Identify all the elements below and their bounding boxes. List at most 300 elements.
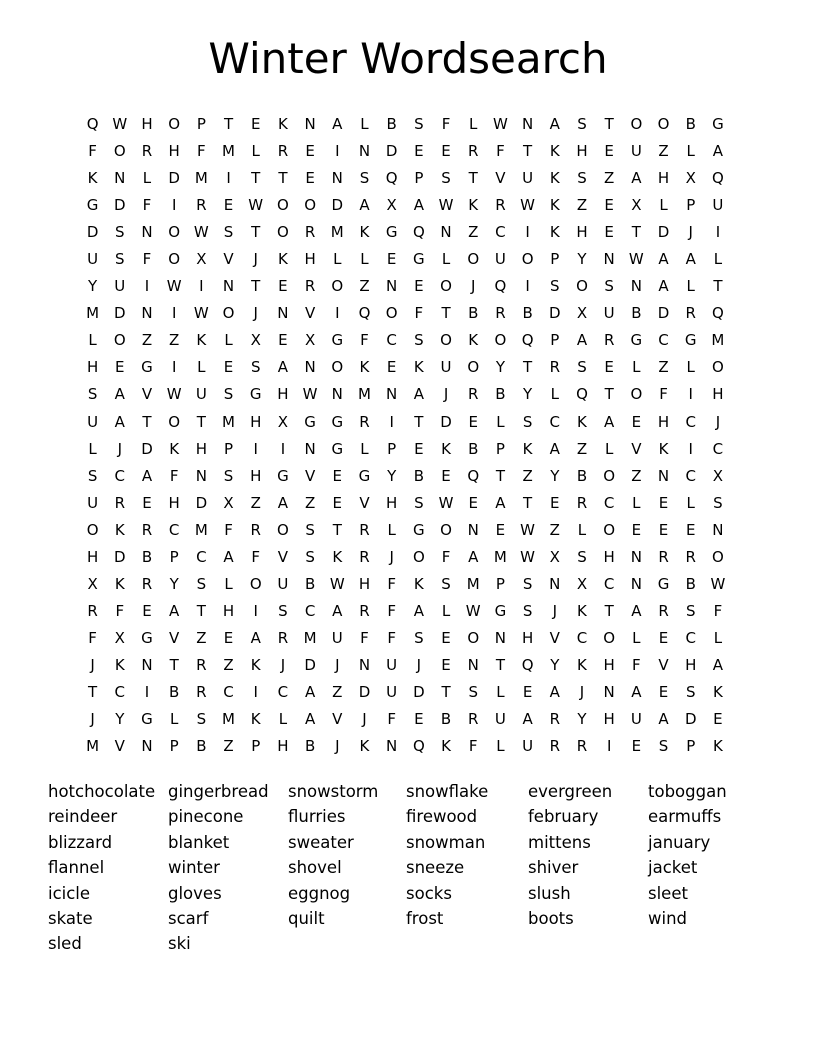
grid-cell: G: [249, 385, 262, 404]
word-list-item: eggnog: [288, 883, 351, 903]
grid-cell: E: [631, 737, 642, 756]
grid-cell: O: [630, 385, 643, 404]
grid-cell: O: [249, 574, 262, 593]
grid-cell: C: [685, 466, 696, 485]
grid-cell: W: [438, 493, 454, 512]
grid-cell: H: [277, 385, 289, 404]
grid-cell: O: [467, 250, 480, 269]
grid-cell: P: [387, 439, 397, 458]
grid-cell: N: [358, 655, 371, 674]
grid-cell: V: [658, 655, 669, 674]
grid-cell: Q: [494, 277, 507, 296]
grid-cell: F: [414, 304, 424, 323]
grid-cell: N: [630, 547, 642, 566]
grid-cell: E: [386, 250, 397, 269]
grid-cell: H: [603, 655, 615, 674]
grid-cell: G: [141, 628, 153, 647]
grid-cell: A: [413, 385, 424, 404]
grid-cell: E: [386, 358, 397, 377]
grid-cell: A: [522, 710, 533, 729]
grid-cell: C: [576, 628, 588, 647]
grid-cell: I: [525, 223, 530, 242]
grid-cell: B: [440, 710, 452, 729]
grid-cell: A: [277, 358, 289, 377]
word-list-item: blanket: [168, 832, 230, 852]
grid-cell: S: [604, 277, 614, 296]
grid-cell: X: [250, 331, 261, 350]
grid-cell: U: [494, 250, 506, 269]
grid-cell: N: [304, 115, 316, 134]
grid-cell: T: [251, 169, 261, 188]
grid-cell: J: [280, 655, 286, 674]
grid-cell: G: [86, 196, 99, 215]
grid-cell: H: [576, 223, 588, 242]
grid-cell: U: [87, 493, 99, 512]
grid-cell: J: [443, 385, 449, 404]
grid-cell: L: [632, 358, 641, 377]
grid-cell: T: [196, 601, 206, 620]
grid-cell: C: [277, 683, 289, 701]
grid-cell: B: [631, 304, 642, 323]
grid-cell: W: [166, 385, 182, 404]
word-list-item: wind: [648, 909, 688, 929]
grid-cell: A: [141, 466, 153, 485]
grid-cell: V: [495, 169, 506, 188]
grid-cell: X: [114, 628, 125, 647]
grid-cell: N: [277, 304, 289, 323]
grid-cell: A: [223, 547, 234, 566]
grid-cell: I: [199, 277, 204, 296]
grid-cell: W: [193, 223, 209, 242]
grid-cell: K: [413, 574, 424, 593]
grid-cell: I: [171, 358, 177, 377]
grid-cell: K: [441, 737, 451, 756]
grid-cell: P: [686, 737, 696, 756]
grid-cell: E: [414, 142, 424, 161]
word-list-item: gingerbread: [168, 782, 269, 801]
grid-cell: S: [577, 169, 587, 188]
grid-cell: S: [522, 574, 533, 593]
grid-cell: B: [169, 683, 180, 701]
grid-cell: E: [658, 628, 669, 647]
grid-cell: Q: [358, 304, 371, 323]
grid-cell: S: [223, 385, 234, 404]
grid-cell: H: [250, 412, 262, 431]
grid-cell: A: [712, 142, 724, 161]
grid-cell: N: [467, 655, 479, 674]
grid-cell: B: [304, 574, 316, 593]
grid-cell: X: [712, 466, 724, 485]
grid-cell: U: [440, 358, 452, 377]
grid-cell: E: [441, 466, 451, 485]
grid-cell: I: [688, 385, 693, 404]
grid-cell: A: [631, 601, 642, 620]
grid-cell: N: [386, 737, 398, 756]
grid-cell: H: [250, 466, 262, 485]
grid-cell: H: [195, 439, 207, 458]
grid-cell: L: [441, 601, 451, 620]
grid-cell: Y: [577, 250, 587, 269]
word-list-item: pinecone: [168, 807, 244, 827]
grid-cell: I: [253, 683, 258, 701]
grid-cell: E: [604, 142, 614, 161]
grid-cell: N: [195, 466, 207, 485]
grid-cell: K: [114, 520, 125, 539]
grid-cell: U: [195, 385, 207, 404]
grid-cell: X: [87, 574, 98, 593]
grid-cell: A: [631, 169, 642, 188]
grid-cell: E: [550, 493, 560, 512]
grid-cell: N: [141, 223, 153, 242]
grid-cell: Z: [549, 520, 560, 539]
grid-cell: M: [330, 223, 344, 242]
grid-cell: W: [520, 520, 536, 539]
grid-cell: L: [360, 439, 369, 458]
grid-cell: S: [115, 250, 125, 269]
grid-cell: Z: [332, 683, 343, 701]
grid-cell: B: [495, 385, 506, 404]
grid-cell: E: [631, 520, 642, 539]
word-list-item: flannel: [48, 858, 105, 878]
grid-cell: S: [305, 547, 315, 566]
grid-cell: D: [141, 439, 153, 458]
grid-cell: Y: [523, 385, 533, 404]
grid-cell: D: [304, 655, 316, 674]
wordsearch-grid: [79, 111, 732, 760]
grid-cell: N: [657, 466, 670, 485]
grid-cell: A: [549, 115, 560, 134]
grid-cell: J: [688, 223, 693, 242]
grid-cell: A: [114, 412, 125, 431]
grid-cell: F: [441, 547, 451, 566]
grid-cell: U: [712, 196, 724, 215]
grid-cell: Y: [577, 710, 587, 729]
grid-cell: Z: [196, 628, 207, 647]
grid-cell: B: [685, 115, 696, 134]
grid-cell: T: [332, 520, 342, 539]
grid-cell: R: [304, 277, 316, 296]
grid-cell: I: [335, 142, 340, 161]
grid-cell: Q: [467, 466, 480, 485]
grid-cell: P: [414, 169, 424, 188]
word-list-item: snowflake: [406, 782, 489, 801]
grid-cell: G: [331, 439, 344, 458]
grid-cell: A: [549, 439, 560, 458]
grid-cell: S: [522, 601, 533, 620]
grid-cell: E: [305, 169, 315, 188]
grid-cell: R: [359, 520, 370, 539]
grid-cell: N: [521, 115, 534, 134]
grid-cell: K: [250, 710, 261, 729]
grid-cell: I: [171, 304, 177, 323]
grid-cell: T: [88, 683, 98, 701]
grid-cell: L: [659, 196, 668, 215]
grid-cell: U: [87, 250, 99, 269]
grid-cell: Z: [658, 142, 669, 161]
grid-cell: H: [386, 493, 398, 512]
grid-cell: C: [712, 439, 724, 458]
grid-cell: K: [577, 655, 587, 674]
grid-cell: E: [250, 115, 261, 134]
grid-cell: H: [712, 385, 724, 404]
grid-cell: V: [141, 385, 153, 404]
word-list-item: shiver: [528, 858, 579, 878]
grid-cell: G: [385, 223, 398, 242]
grid-cell: Y: [88, 277, 98, 296]
grid-cell: A: [332, 601, 343, 620]
word-list-item: firewood: [406, 807, 478, 827]
grid-cell: K: [468, 196, 479, 215]
grid-cell: H: [657, 412, 670, 431]
grid-cell: J: [90, 655, 95, 674]
word-list-item: hotchocolate: [48, 782, 156, 801]
grid-cell: N: [386, 277, 398, 296]
grid-cell: A: [658, 277, 669, 296]
grid-cell: Y: [550, 466, 560, 485]
grid-cell: O: [277, 223, 289, 242]
grid-cell: T: [604, 601, 614, 620]
grid-cell: H: [86, 547, 99, 566]
word-list-item: flurries: [288, 807, 346, 827]
grid-cell: N: [222, 277, 235, 296]
grid-cell: O: [440, 277, 452, 296]
grid-cell: N: [141, 655, 153, 674]
grid-cell: C: [603, 493, 615, 512]
grid-cell: S: [196, 574, 207, 593]
grid-cell: K: [196, 331, 207, 350]
grid-cell: R: [495, 196, 506, 215]
word-bank-column: [648, 779, 768, 931]
grid-cell: K: [549, 142, 560, 161]
grid-cell: F: [197, 142, 206, 161]
word-bank-column: [168, 779, 288, 957]
word-list-item: earmuffs: [648, 807, 722, 827]
word-list-item: blizzard: [48, 832, 113, 852]
grid-cell: B: [413, 466, 424, 485]
grid-cell: X: [685, 169, 696, 188]
grid-cell: V: [277, 547, 289, 566]
grid-cell: S: [577, 358, 587, 377]
grid-cell: P: [224, 439, 234, 458]
grid-cell: H: [168, 493, 180, 512]
grid-cell: N: [304, 439, 316, 458]
grid-cell: V: [549, 628, 560, 647]
grid-cell: D: [684, 710, 697, 729]
grid-cell: N: [603, 683, 615, 701]
grid-cell: V: [114, 737, 125, 756]
grid-cell: D: [657, 304, 670, 323]
grid-cell: M: [86, 737, 100, 756]
grid-cell: T: [495, 655, 505, 674]
word-list-item: winter: [168, 858, 220, 878]
grid-cell: B: [468, 304, 479, 323]
grid-cell: K: [658, 439, 669, 458]
grid-cell: L: [713, 250, 723, 269]
grid-cell: L: [713, 628, 723, 647]
grid-cell: G: [304, 412, 316, 431]
grid-cell: T: [414, 412, 424, 431]
grid-cell: E: [332, 466, 343, 485]
word-list-item: sneeze: [406, 858, 465, 878]
grid-cell: O: [440, 520, 452, 539]
grid-cell: L: [577, 520, 587, 539]
grid-cell: D: [195, 493, 208, 512]
grid-cell: D: [440, 412, 452, 431]
grid-cell: X: [549, 547, 560, 566]
grid-cell: Q: [521, 655, 534, 674]
grid-cell: R: [277, 142, 289, 161]
grid-cell: K: [522, 439, 533, 458]
grid-cell: C: [603, 574, 615, 593]
grid-cell: G: [712, 115, 724, 134]
grid-cell: B: [468, 439, 479, 458]
grid-cell: K: [549, 196, 560, 215]
grid-cell: U: [331, 628, 343, 647]
grid-cell: H: [86, 358, 99, 377]
grid-cell: M: [222, 142, 235, 161]
grid-cell: T: [196, 412, 206, 431]
grid-cell: E: [142, 493, 152, 512]
grid-cell: H: [603, 710, 615, 729]
grid-cell: I: [280, 439, 286, 458]
grid-cell: Q: [521, 331, 534, 350]
grid-cell: W: [710, 574, 726, 593]
grid-cell: E: [223, 628, 234, 647]
grid-cell: M: [466, 574, 480, 593]
grid-cell: G: [494, 601, 507, 620]
grid-cell: Z: [223, 655, 234, 674]
grid-cell: W: [112, 115, 128, 134]
word-list-item: sweater: [288, 832, 354, 852]
grid-cell: X: [631, 196, 642, 215]
grid-cell: K: [250, 655, 261, 674]
word-list-item: slush: [528, 883, 571, 903]
grid-cell: S: [577, 547, 587, 566]
grid-cell: K: [577, 601, 587, 620]
grid-cell: E: [414, 439, 424, 458]
grid-cell: N: [549, 574, 561, 593]
word-list-item: evergreen: [528, 782, 613, 801]
grid-cell: E: [495, 520, 506, 539]
grid-cell: U: [277, 574, 289, 593]
grid-cell: C: [223, 683, 234, 701]
grid-cell: R: [141, 574, 153, 593]
grid-cell: R: [685, 547, 696, 566]
grid-cell: R: [277, 628, 289, 647]
grid-cell: E: [604, 223, 614, 242]
grid-cell: N: [141, 304, 153, 323]
word-list-item: shovel: [288, 858, 342, 878]
grid-cell: W: [520, 547, 536, 566]
grid-cell: P: [169, 737, 179, 756]
grid-cell: I: [144, 683, 150, 701]
grid-cell: A: [468, 547, 479, 566]
grid-cell: T: [441, 683, 451, 701]
grid-cell: L: [496, 412, 505, 431]
grid-cell: N: [630, 574, 642, 593]
grid-cell: S: [550, 277, 560, 296]
grid-cell: T: [523, 142, 533, 161]
grid-cell: D: [86, 223, 99, 242]
grid-cell: F: [387, 628, 396, 647]
grid-cell: R: [468, 710, 479, 729]
grid-cell: E: [522, 683, 533, 701]
grid-cell: S: [115, 223, 125, 242]
grid-cell: A: [332, 115, 343, 134]
grid-cell: A: [114, 385, 125, 404]
grid-cell: F: [387, 574, 396, 593]
grid-cell: G: [630, 331, 643, 350]
grid-cell: Q: [412, 737, 425, 756]
grid-cell: V: [304, 304, 316, 323]
word-list-item: snowstorm: [288, 782, 379, 801]
grid-cell: L: [550, 385, 559, 404]
grid-cell: X: [576, 304, 588, 323]
grid-cell: X: [223, 493, 234, 512]
grid-cell: E: [441, 628, 451, 647]
grid-cell: K: [549, 169, 560, 188]
grid-cell: L: [686, 142, 695, 161]
grid-cell: S: [468, 683, 478, 701]
grid-cell: F: [468, 737, 478, 756]
grid-cell: L: [88, 439, 97, 458]
grid-cell: P: [686, 196, 696, 215]
grid-cell: R: [359, 412, 370, 431]
grid-cell: Z: [169, 331, 180, 350]
grid-cell: M: [194, 169, 208, 188]
grid-cell: L: [197, 358, 206, 377]
grid-cell: B: [522, 304, 533, 323]
grid-cell: D: [385, 142, 398, 161]
grid-cell: O: [494, 331, 507, 350]
grid-cell: O: [712, 547, 724, 566]
word-bank: [48, 779, 768, 957]
grid-cell: J: [362, 710, 367, 729]
grid-cell: T: [169, 655, 179, 674]
grid-cell: H: [168, 142, 180, 161]
grid-cell: Y: [387, 466, 397, 485]
grid-cell: T: [223, 115, 234, 134]
grid-cell: S: [196, 710, 207, 729]
grid-cell: X: [196, 250, 207, 269]
grid-cell: O: [467, 628, 480, 647]
grid-cell: G: [358, 466, 371, 485]
grid-cell: E: [142, 601, 152, 620]
grid-cell: S: [414, 331, 424, 350]
grid-cell: O: [331, 358, 344, 377]
word-list-item: january: [648, 832, 711, 852]
grid-cell: U: [494, 710, 506, 729]
word-list-item: reindeer: [48, 807, 118, 827]
word-bank-column: [288, 779, 406, 931]
grid-cell: T: [142, 412, 152, 431]
grid-cell: M: [357, 385, 371, 404]
grid-cell: F: [387, 601, 396, 620]
grid-cell: S: [87, 385, 98, 404]
grid-cell: O: [440, 331, 452, 350]
grid-cell: F: [251, 547, 261, 566]
grid-cell: K: [87, 169, 98, 188]
grid-cell: J: [253, 250, 258, 269]
grid-cell: E: [658, 520, 669, 539]
grid-cell: E: [223, 358, 234, 377]
grid-cell: R: [576, 737, 588, 756]
grid-cell: C: [685, 412, 696, 431]
grid-cell: O: [277, 196, 289, 215]
grid-cell: Z: [631, 466, 642, 485]
grid-cell: A: [658, 250, 669, 269]
grid-cell: Z: [468, 223, 479, 242]
